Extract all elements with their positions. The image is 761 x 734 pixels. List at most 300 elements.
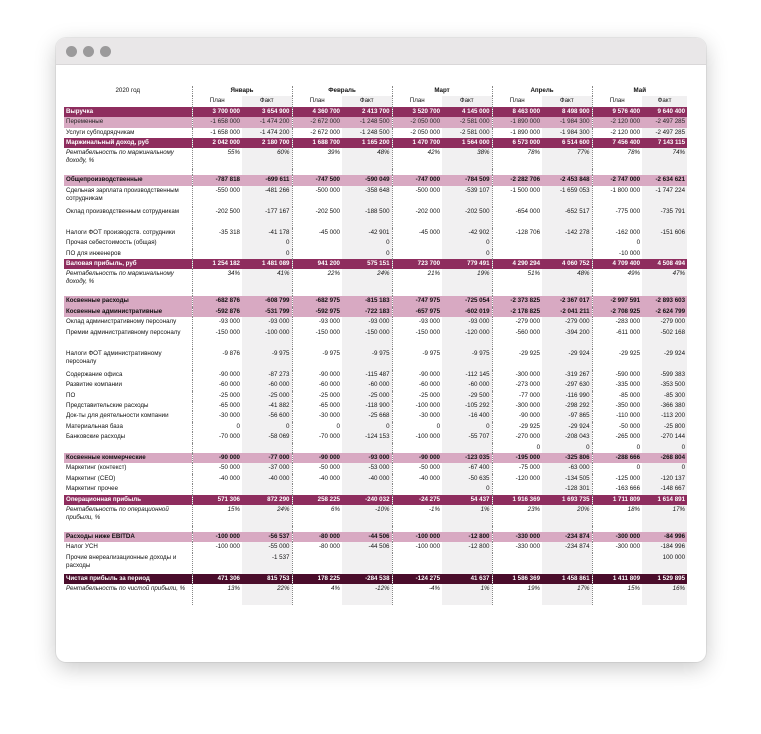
plan-cell[interactable]: -682 876 [192,296,242,306]
plan-cell[interactable]: -335 000 [592,380,642,390]
plan-cell[interactable]: 19% [492,584,542,605]
plan-cell[interactable]: -682 975 [292,296,342,306]
plan-cell[interactable]: -75 000 [492,463,542,473]
plan-cell[interactable]: -50 000 [192,463,242,473]
fact-cell[interactable]: -268 804 [642,453,687,463]
fact-cell[interactable]: -128 301 [542,484,592,494]
plan-cell[interactable]: -24 275 [392,495,442,505]
fact-cell[interactable]: -184 996 [642,542,687,552]
plan-cell[interactable]: 9 576 400 [592,107,642,117]
plan-cell[interactable]: -787 818 [192,175,242,185]
plan-cell[interactable]: 941 200 [292,259,342,269]
fact-cell[interactable]: -1 474 200 [242,117,292,127]
plan-cell[interactable]: -77 000 [492,391,542,401]
plan-cell[interactable]: -300 000 [592,542,642,552]
fact-cell[interactable]: -113 200 [642,411,687,421]
plan-cell[interactable] [392,443,442,453]
plan-cell[interactable]: -150 000 [392,328,442,349]
plan-cell[interactable]: -65 000 [192,401,242,411]
plan-cell[interactable]: 4% [292,584,342,605]
fact-cell[interactable]: 1 481 089 [242,259,292,269]
fact-cell[interactable]: -93 000 [242,317,292,327]
fact-cell[interactable]: 4 060 752 [542,259,592,269]
plan-cell[interactable]: -1 800 000 [592,186,642,207]
plan-cell[interactable]: -2 178 825 [492,307,542,317]
plan-cell[interactable]: -90 000 [392,370,442,380]
fact-cell[interactable]: -124 153 [342,432,392,442]
fact-cell[interactable] [542,553,592,574]
fact-cell[interactable] [642,249,687,259]
plan-cell[interactable] [292,249,342,259]
plan-cell[interactable]: -550 000 [192,186,242,207]
plan-cell[interactable]: 0 [392,422,442,432]
fact-cell[interactable]: -1 248 500 [342,117,392,127]
plan-cell[interactable]: 3 520 700 [392,107,442,117]
plan-cell[interactable]: -50 000 [292,463,342,473]
plan-cell[interactable]: -592 975 [292,307,342,317]
fact-cell[interactable]: -25 000 [242,391,292,401]
plan-cell[interactable]: -93 000 [292,317,342,327]
plan-cell[interactable]: 258 225 [292,495,342,505]
fact-cell[interactable]: -502 168 [642,328,687,349]
fact-cell[interactable]: 24% [242,505,292,526]
plan-cell[interactable]: 1 688 700 [292,138,342,148]
fact-cell[interactable]: -1 248 500 [342,128,392,138]
fact-cell[interactable]: 0 [442,238,492,248]
fact-cell[interactable] [342,484,392,494]
plan-cell[interactable]: -80 000 [292,542,342,552]
plan-cell[interactable]: -45 000 [292,228,342,238]
plan-cell[interactable]: 21% [392,269,442,290]
plan-cell[interactable]: -592 876 [192,307,242,317]
fact-cell[interactable]: -725 054 [442,296,492,306]
plan-cell[interactable]: 23% [492,505,542,526]
plan-cell[interactable]: -100 000 [392,401,442,411]
plan-cell[interactable]: -1 658 000 [192,117,242,127]
fact-cell[interactable] [442,443,492,453]
plan-cell[interactable]: -202 500 [192,207,242,228]
fact-cell[interactable]: -29 924 [542,422,592,432]
fact-cell[interactable] [342,443,392,453]
plan-cell[interactable] [292,484,342,494]
plan-cell[interactable] [592,553,642,574]
plan-cell[interactable]: -50 000 [392,463,442,473]
plan-cell[interactable] [392,484,442,494]
plan-cell[interactable]: 78% [492,148,542,169]
fact-cell[interactable]: -177 167 [242,207,292,228]
plan-cell[interactable]: -2 672 000 [292,117,342,127]
fact-cell[interactable]: 0 [442,484,492,494]
fact-cell[interactable]: -93 000 [342,453,392,463]
plan-cell[interactable]: -85 000 [592,391,642,401]
fact-cell[interactable]: -9 975 [442,349,492,370]
plan-cell[interactable]: -30 000 [192,411,242,421]
fact-cell[interactable]: 17% [642,505,687,526]
plan-cell[interactable]: -350 000 [592,401,642,411]
fact-cell[interactable]: -56 537 [242,532,292,542]
plan-cell[interactable]: 8 463 000 [492,107,542,117]
fact-cell[interactable]: -1 474 200 [242,128,292,138]
plan-cell[interactable]: -60 000 [292,380,342,390]
fact-cell[interactable]: -279 000 [542,317,592,327]
plan-cell[interactable]: -30 000 [292,411,342,421]
fact-cell[interactable]: 779 491 [442,259,492,269]
fact-cell[interactable]: -1 659 053 [542,186,592,207]
fact-cell[interactable]: -234 874 [542,532,592,542]
plan-cell[interactable]: 471 306 [192,574,242,584]
fact-cell[interactable]: 0 [442,249,492,259]
plan-cell[interactable]: -125 000 [592,474,642,484]
fact-cell[interactable]: -115 487 [342,370,392,380]
plan-cell[interactable]: -90 000 [492,411,542,421]
plan-cell[interactable]: -25 000 [292,391,342,401]
plan-cell[interactable]: -10 000 [592,249,642,259]
plan-cell[interactable]: 13% [192,584,242,605]
plan-cell[interactable]: -288 666 [592,453,642,463]
plan-cell[interactable]: 0 [592,238,642,248]
fact-cell[interactable]: 2 413 700 [342,107,392,117]
plan-cell[interactable]: -93 000 [192,317,242,327]
plan-cell[interactable]: -40 000 [192,474,242,484]
fact-cell[interactable]: -366 380 [642,401,687,411]
fact-cell[interactable]: 4 508 494 [642,259,687,269]
fact-cell[interactable]: -358 648 [342,186,392,207]
plan-cell[interactable]: 6 573 000 [492,138,542,148]
plan-cell[interactable] [192,553,242,574]
fact-cell[interactable]: -297 630 [542,380,592,390]
fact-cell[interactable]: -9 975 [342,349,392,370]
plan-cell[interactable]: -30 000 [392,411,442,421]
plan-cell[interactable]: -110 000 [592,411,642,421]
plan-cell[interactable]: 0 [592,463,642,473]
plan-cell[interactable]: 6% [292,505,342,526]
plan-cell[interactable]: -611 000 [592,328,642,349]
fact-cell[interactable]: 1% [442,505,492,526]
fact-cell[interactable]: 24% [342,269,392,290]
plan-cell[interactable]: -9 975 [392,349,442,370]
plan-cell[interactable]: -9 975 [292,349,342,370]
plan-cell[interactable]: -45 000 [392,228,442,238]
fact-cell[interactable]: 77% [542,148,592,169]
plan-cell[interactable]: -1% [392,505,442,526]
fact-cell[interactable]: -531 799 [242,307,292,317]
fact-cell[interactable]: -319 267 [542,370,592,380]
fact-cell[interactable]: -1 747 224 [642,186,687,207]
fact-cell[interactable]: -60 000 [242,380,292,390]
fact-cell[interactable]: 41 637 [442,574,492,584]
fact-cell[interactable]: -44 506 [342,532,392,542]
fact-cell[interactable]: -270 144 [642,432,687,442]
plan-cell[interactable]: 571 306 [192,495,242,505]
fact-cell[interactable]: -58 069 [242,432,292,442]
plan-cell[interactable]: -657 975 [392,307,442,317]
fact-cell[interactable]: -1 537 [242,553,292,574]
fact-cell[interactable]: 1 564 000 [442,138,492,148]
fact-cell[interactable]: -16 400 [442,411,492,421]
fact-cell[interactable]: -2 453 848 [542,175,592,185]
plan-cell[interactable]: 15% [592,584,642,605]
plan-cell[interactable]: 55% [192,148,242,169]
plan-cell[interactable]: 2 042 000 [192,138,242,148]
plan-cell[interactable]: -60 000 [192,380,242,390]
fact-cell[interactable]: -279 000 [642,317,687,327]
plan-cell[interactable]: 0 [492,443,542,453]
fact-cell[interactable]: 1 458 861 [542,574,592,584]
fact-cell[interactable]: -1 984 300 [542,128,592,138]
plan-cell[interactable] [492,249,542,259]
plan-cell[interactable]: -40 000 [292,474,342,484]
plan-cell[interactable]: -654 000 [492,207,542,228]
fact-cell[interactable]: 20% [542,505,592,526]
plan-cell[interactable]: 1 254 182 [192,259,242,269]
fact-cell[interactable]: -67 400 [442,463,492,473]
fact-cell[interactable]: -298 292 [542,401,592,411]
fact-cell[interactable]: -120 137 [642,474,687,484]
fact-cell[interactable]: -41 178 [242,228,292,238]
plan-cell[interactable] [492,238,542,248]
fact-cell[interactable]: 0 [642,463,687,473]
fact-cell[interactable]: 0 [242,238,292,248]
plan-cell[interactable]: -2 747 000 [592,175,642,185]
fact-cell[interactable] [542,249,592,259]
plan-cell[interactable]: -163 666 [592,484,642,494]
plan-cell[interactable]: 1 470 700 [392,138,442,148]
fact-cell[interactable]: -652 517 [542,207,592,228]
fact-cell[interactable]: -40 000 [242,474,292,484]
fact-cell[interactable]: -50 635 [442,474,492,484]
fact-cell[interactable]: 1 614 891 [642,495,687,505]
plan-cell[interactable]: -29 925 [592,349,642,370]
fact-cell[interactable]: -481 266 [242,186,292,207]
fact-cell[interactable]: -105 292 [442,401,492,411]
plan-cell[interactable]: -195 000 [492,453,542,463]
fact-cell[interactable]: -93 000 [442,317,492,327]
plan-cell[interactable]: 15% [192,505,242,526]
plan-cell[interactable]: 4 360 700 [292,107,342,117]
fact-cell[interactable]: 6 514 600 [542,138,592,148]
plan-cell[interactable]: -90 000 [292,453,342,463]
fact-cell[interactable]: -77 000 [242,453,292,463]
fact-cell[interactable]: -2 367 017 [542,296,592,306]
fact-cell[interactable]: 0 [342,249,392,259]
fact-cell[interactable]: -2 581 000 [442,128,492,138]
fact-cell[interactable]: -84 996 [642,532,687,542]
fact-cell[interactable]: -1 984 300 [542,117,592,127]
fact-cell[interactable]: -112 145 [442,370,492,380]
plan-cell[interactable]: 723 700 [392,259,442,269]
plan-cell[interactable]: -150 000 [192,328,242,349]
fact-cell[interactable]: 47% [642,269,687,290]
plan-cell[interactable]: -500 000 [292,186,342,207]
fact-cell[interactable]: 74% [642,148,687,169]
plan-cell[interactable]: 18% [592,505,642,526]
fact-cell[interactable]: -123 035 [442,453,492,463]
plan-cell[interactable] [392,553,442,574]
plan-cell[interactable]: 39% [292,148,342,169]
fact-cell[interactable] [542,238,592,248]
fact-cell[interactable]: -208 043 [542,432,592,442]
plan-cell[interactable]: -60 000 [392,380,442,390]
plan-cell[interactable]: -120 000 [492,474,542,484]
fact-cell[interactable]: -120 000 [442,328,492,349]
plan-cell[interactable]: -283 000 [592,317,642,327]
fact-cell[interactable]: -60 000 [442,380,492,390]
plan-cell[interactable]: -90 000 [392,453,442,463]
minimize-window-icon[interactable] [83,46,94,57]
plan-cell[interactable]: -279 000 [492,317,542,327]
fact-cell[interactable]: -25 668 [342,411,392,421]
plan-cell[interactable]: -2 050 000 [392,117,442,127]
plan-cell[interactable]: -300 000 [492,370,542,380]
plan-cell[interactable] [192,443,242,453]
fact-cell[interactable]: -29 500 [442,391,492,401]
fact-cell[interactable]: -699 611 [242,175,292,185]
fact-cell[interactable] [342,553,392,574]
plan-cell[interactable]: 42% [392,148,442,169]
fact-cell[interactable]: 100 000 [642,553,687,574]
fact-cell[interactable]: -2 893 603 [642,296,687,306]
fact-cell[interactable]: -325 806 [542,453,592,463]
plan-cell[interactable]: -65 000 [292,401,342,411]
plan-cell[interactable]: -330 000 [492,542,542,552]
fact-cell[interactable]: 0 [242,422,292,432]
plan-cell[interactable]: -747 975 [392,296,442,306]
fact-cell[interactable]: -240 032 [342,495,392,505]
fact-cell[interactable]: 48% [342,148,392,169]
fact-cell[interactable]: -97 865 [542,411,592,421]
plan-cell[interactable]: -4% [392,584,442,605]
plan-cell[interactable]: -273 000 [492,380,542,390]
fact-cell[interactable]: -60 000 [342,380,392,390]
plan-cell[interactable]: 51% [492,269,542,290]
fact-cell[interactable]: -41 882 [242,401,292,411]
plan-cell[interactable]: -150 000 [292,328,342,349]
fact-cell[interactable]: -815 183 [342,296,392,306]
fact-cell[interactable]: 0 [542,443,592,453]
fact-cell[interactable]: -608 799 [242,296,292,306]
plan-cell[interactable]: -100 000 [392,542,442,552]
plan-cell[interactable]: 178 225 [292,574,342,584]
plan-cell[interactable]: -500 000 [392,186,442,207]
plan-cell[interactable]: -9 876 [192,349,242,370]
fact-cell[interactable]: -9 975 [242,349,292,370]
plan-cell[interactable] [392,249,442,259]
plan-cell[interactable]: -90 000 [192,370,242,380]
fact-cell[interactable]: -37 000 [242,463,292,473]
fact-cell[interactable] [642,238,687,248]
plan-cell[interactable]: -35 318 [192,228,242,238]
plan-cell[interactable]: -2 050 000 [392,128,442,138]
plan-cell[interactable] [292,553,342,574]
plan-cell[interactable]: 7 456 400 [592,138,642,148]
fact-cell[interactable]: -2 634 621 [642,175,687,185]
fact-cell[interactable]: -12 800 [442,532,492,542]
plan-cell[interactable]: -100 000 [392,432,442,442]
plan-cell[interactable]: -2 282 706 [492,175,542,185]
plan-cell[interactable]: -590 000 [592,370,642,380]
plan-cell[interactable] [292,443,342,453]
plan-cell[interactable]: -1 890 000 [492,117,542,127]
plan-cell[interactable]: 0 [192,422,242,432]
fact-cell[interactable]: -100 000 [242,328,292,349]
plan-cell[interactable]: -270 000 [492,432,542,442]
plan-cell[interactable] [192,249,242,259]
fact-cell[interactable]: -202 500 [442,207,492,228]
fact-cell[interactable]: -784 509 [442,175,492,185]
plan-cell[interactable]: -2 120 000 [592,128,642,138]
plan-cell[interactable] [192,238,242,248]
plan-cell[interactable]: -2 708 925 [592,307,642,317]
fact-cell[interactable]: 9 640 400 [642,107,687,117]
plan-cell[interactable]: 34% [192,269,242,290]
plan-cell[interactable]: -2 120 000 [592,117,642,127]
fact-cell[interactable]: -188 500 [342,207,392,228]
plan-cell[interactable]: -330 000 [492,532,542,542]
plan-cell[interactable]: 3 700 000 [192,107,242,117]
fact-cell[interactable] [242,484,292,494]
plan-cell[interactable]: -202 000 [392,207,442,228]
plan-cell[interactable]: -2 672 000 [292,128,342,138]
fact-cell[interactable]: -118 900 [342,401,392,411]
fact-cell[interactable]: -2 497 285 [642,128,687,138]
plan-cell[interactable]: -124 275 [392,574,442,584]
plan-cell[interactable]: 4 709 400 [592,259,642,269]
fact-cell[interactable]: 0 [342,238,392,248]
plan-cell[interactable] [192,484,242,494]
fact-cell[interactable]: -735 791 [642,207,687,228]
fact-cell[interactable]: -284 538 [342,574,392,584]
fact-cell[interactable]: -150 000 [342,328,392,349]
plan-cell[interactable]: -100 000 [392,532,442,542]
fact-cell[interactable]: 54 437 [442,495,492,505]
plan-cell[interactable]: 1 916 369 [492,495,542,505]
fact-cell[interactable]: -40 000 [342,474,392,484]
fact-cell[interactable]: -234 874 [542,542,592,552]
plan-cell[interactable]: -90 000 [192,453,242,463]
fact-cell[interactable]: 38% [442,148,492,169]
plan-cell[interactable]: -29 925 [492,422,542,432]
fact-cell[interactable]: -10% [342,505,392,526]
fact-cell[interactable]: -394 200 [542,328,592,349]
fact-cell[interactable]: -148 667 [642,484,687,494]
fact-cell[interactable]: 2 180 700 [242,138,292,148]
plan-cell[interactable] [492,553,542,574]
plan-cell[interactable]: -70 000 [192,432,242,442]
plan-cell[interactable]: -100 000 [192,542,242,552]
fact-cell[interactable]: -44 506 [342,542,392,552]
plan-cell[interactable]: -90 000 [292,370,342,380]
fact-cell[interactable]: 0 [442,422,492,432]
fact-cell[interactable]: -134 505 [542,474,592,484]
maximize-window-icon[interactable] [100,46,111,57]
fact-cell[interactable]: 7 143 115 [642,138,687,148]
plan-cell[interactable]: 1 411 809 [592,574,642,584]
fact-cell[interactable]: 1 529 895 [642,574,687,584]
fact-cell[interactable]: 1 693 735 [542,495,592,505]
plan-cell[interactable]: -1 890 000 [492,128,542,138]
plan-cell[interactable]: 0 [592,443,642,453]
fact-cell[interactable]: -55 000 [242,542,292,552]
plan-cell[interactable] [492,484,542,494]
fact-cell[interactable]: 48% [542,269,592,290]
plan-cell[interactable]: -747 500 [292,175,342,185]
fact-cell[interactable]: 17% [542,584,592,605]
fact-cell[interactable]: 3 654 900 [242,107,292,117]
plan-cell[interactable]: 1 711 809 [592,495,642,505]
fact-cell[interactable]: -2 497 285 [642,117,687,127]
plan-cell[interactable]: -25 000 [392,391,442,401]
plan-cell[interactable] [392,238,442,248]
